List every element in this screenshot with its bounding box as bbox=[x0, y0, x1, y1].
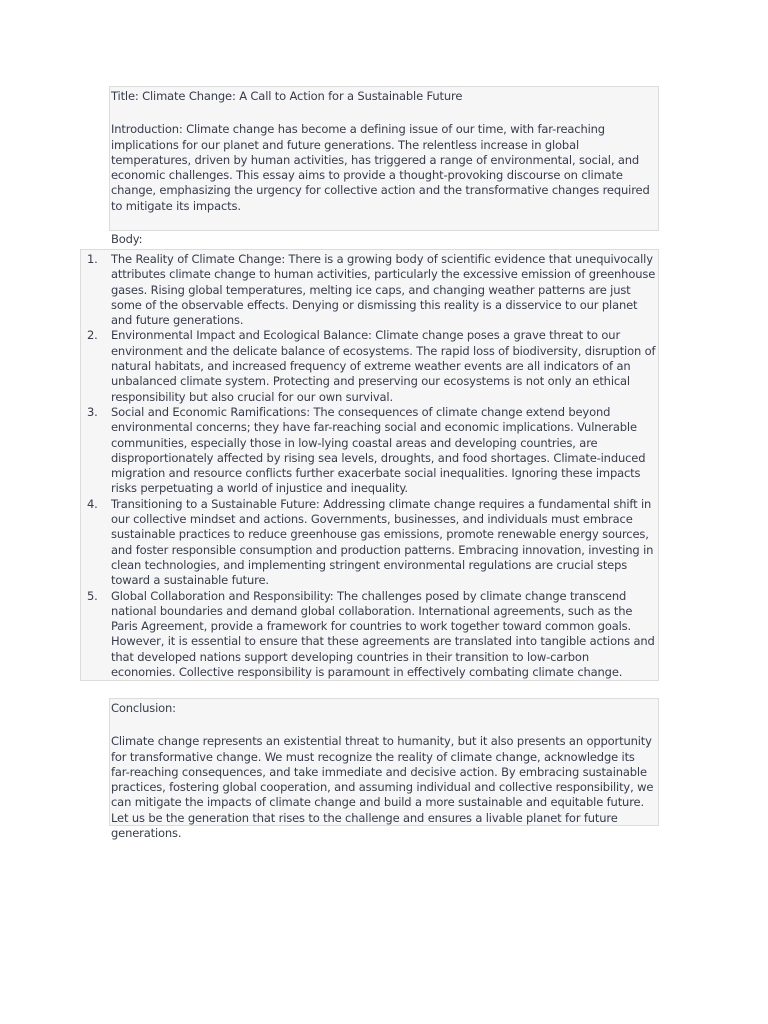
body-points-list bbox=[81, 252, 656, 680]
list-item-number: 3. bbox=[87, 404, 98, 419]
list-item bbox=[81, 328, 656, 404]
list-item-number: 1. bbox=[87, 252, 98, 266]
spacer bbox=[111, 104, 656, 122]
conclusion-heading: Conclusion: bbox=[111, 701, 176, 715]
conclusion-block bbox=[109, 698, 659, 841]
spacer bbox=[111, 716, 656, 734]
list-item-text: The Reality of Climate Change: There is a growing body of scientific evidence that unequivocally attributes climate change to human activities, particularly the excessive emission of greenhouse gases. Rising global temperatures, melting ice caps, and changing weather patterns are just some of the observable effects. Denying or dismissing this reality is a disservice to our planet and future generations. bbox=[111, 252, 656, 328]
list-item bbox=[81, 497, 656, 589]
list-item-number: 5. bbox=[87, 588, 98, 603]
list-item-text: Environmental Impact and Ecological Balance: Climate change poses a grave threat to our environment and the delicate balance of ecosystems. The rapid loss of biodiversity, disruption of natural habitats, and increased frequency of extreme weather events are all indicators of an unbalanced climate system. Protecting and preserving our ecosystems is not only an ethical responsibility but also crucial for our own survival. bbox=[111, 328, 656, 404]
introduction-paragraph: Introduction: Climate change has become a defining issue of our time, with far-reaching implications for our planet and future generations. The relentless increase in global temperatures, driven by human activities, has triggered a range of environmental, social, and economic challenges. This essay aims to provide a thought-provoking discourse on climate change, emphasizing the urgency for collective action and the transformative changes required to mitigate its impacts. bbox=[111, 122, 650, 213]
list-item-text: Transitioning to a Sustainable Future: Addressing climate change requires a fundamental shift in our collective mindset and actions. Governments, businesses, and individuals must embrace sustainable practices to reduce greenhouse gas emissions, promote renewable energy sources, and foster responsible consumption and production patterns. Embracing innovation, investing in clean technologies, and implementing stringent environmental regulations are crucial steps toward a sustainable future. bbox=[111, 496, 654, 588]
list-item-number: 2. bbox=[87, 328, 98, 343]
intro-block bbox=[109, 86, 659, 247]
conclusion-paragraph: Climate change represents an existential threat to humanity, but it also presents an opportunity for transformative change. We must recognize the reality of climate change, acknowledge its far-reaching consequences, and take immediate and decisive action. By embracing sustainable practices, fostering global cooperation, and assuming individual and collective responsibility, we can mitigate the impacts of climate change and build a more sustainable and equitable future. Let us be the generation that rises to the challenge and ensures a livable planet for future generations. bbox=[111, 734, 654, 841]
list-item-text: Global Collaboration and Responsibility: The challenges posed by climate change transcend national boundaries and demand global collaboration. International agreements, such as the Paris Agreement, provide a framework for countries to work together toward common goals. However, it is essential to ensure that these agreements are translated into tangible actions and that developed nations support developing countries in their transition to low-carbon economies. Collective responsibility is paramount in effectively combating climate change. bbox=[111, 588, 655, 680]
list-item bbox=[81, 405, 656, 497]
body-heading: Body: bbox=[111, 232, 143, 247]
list-item-text: Social and Economic Ramifications: The consequences of climate change extend beyond environmental concerns; they have far-reaching social and economic implications. Vulnerable communities, especially those in low-lying coastal areas and developing countries, are disproportionately affected by rising sea levels, droughts, and food shortages. Climate-induced migration and resource conflicts further exacerbate social inequalities. Ignoring these impacts risks perpetuating a world of injustice and inequality. bbox=[111, 404, 646, 496]
body-points-block bbox=[80, 249, 659, 681]
list-item bbox=[81, 589, 656, 681]
list-item bbox=[81, 252, 656, 328]
document-title: Title: Climate Change: A Call to Action for a Sustainable Future bbox=[111, 89, 463, 103]
spacer bbox=[111, 214, 656, 232]
list-item-number: 4. bbox=[87, 496, 98, 511]
